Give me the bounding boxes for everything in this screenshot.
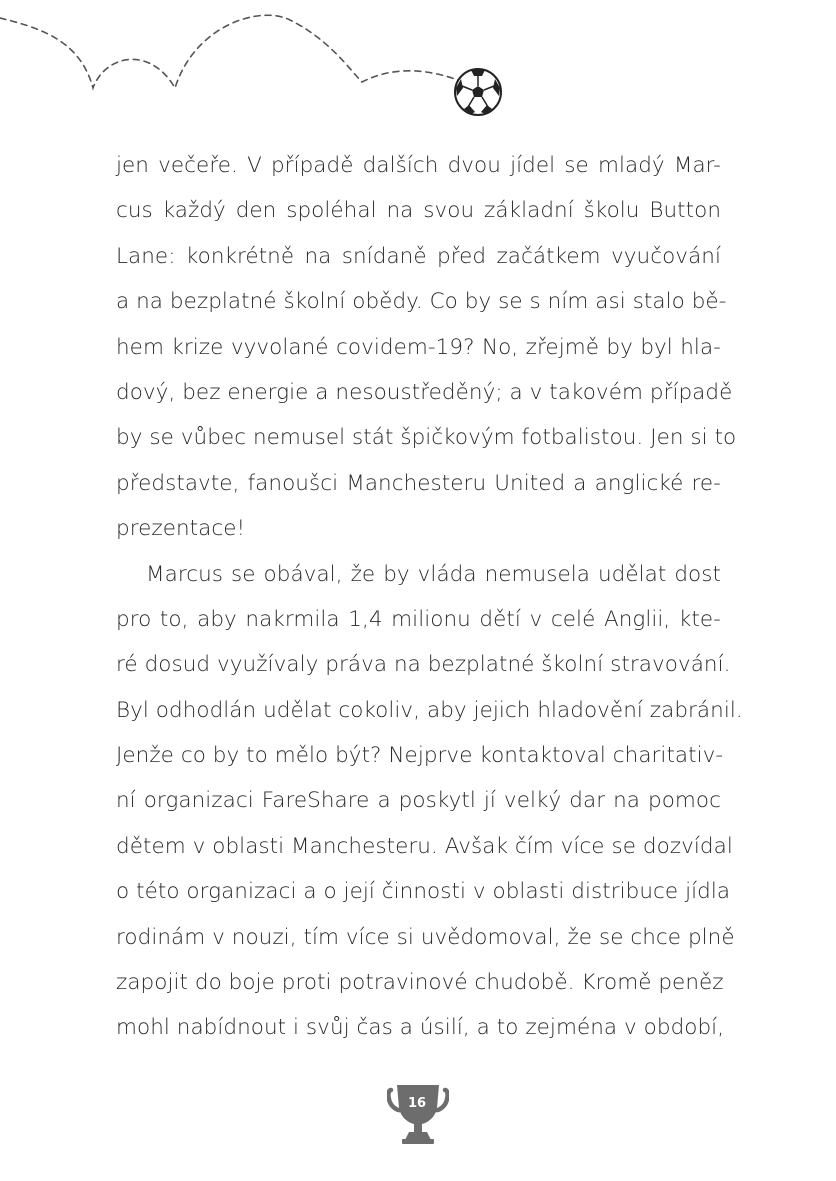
dashed-ball-trajectory [0, 15, 458, 88]
text-line: dový, bez energie a nesoustředěný; a v takovém případě [116, 379, 733, 405]
text-line: zapojit do boje proti potravinové chudobě. Kromě peněz [116, 970, 724, 996]
text-line: ré dosud využívaly práva na bezplatné školní stravování. [116, 652, 731, 678]
trophy-icon [387, 1082, 449, 1146]
text-line: Lane: konkrétně na snídaně před začátkem vyučování [116, 243, 721, 269]
text-line: by se vůbec nemusel stát špičkovým fotbalistou. Jen si to [116, 425, 737, 451]
text-line: představte, fanoušci Manchesteru United a anglické re- [116, 470, 721, 496]
text-line: o této organizaci a o její činnosti v oblasti distribuce jídla [116, 879, 731, 905]
text-line: a na bezplatné školní obědy. Co by se s ním asi stalo bě- [116, 289, 727, 315]
header-decoration [0, 0, 836, 140]
text-line: Byl odhodlán udělat cokoliv, aby jejich hladovění zabránil. [116, 697, 743, 723]
text-line: prezentace! [116, 516, 246, 542]
text-line: hem krize vyvolané covidem-19? No, zřejmě by byl hla- [116, 334, 721, 360]
text-line: rodinám v nouzi, tím více si uvědomoval, že se chce plně [116, 924, 735, 950]
body-text [116, 143, 743, 1051]
text-line: Jenže co by to mělo být? Nejprve kontaktoval charitativ- [116, 743, 724, 769]
text-line: jen večeře. V případě dalších dvou jídel se mladý Mar- [116, 153, 721, 178]
page-number: 16 [407, 1096, 427, 1111]
text-line: cus každý den spoléhal na svou základní školu Button [116, 198, 721, 224]
soccer-ball-icon [455, 69, 501, 115]
text-line: mohl nabídnout i svůj čas a úsilí, a to zejména v období, [116, 1015, 725, 1041]
text-line: pro to, aby nakrmila 1,4 milionu dětí v celé Anglii, kte- [116, 606, 721, 632]
text-line: ní organizaci FareShare a poskytl jí velký dar na pomoc [116, 788, 721, 814]
text-line: dětem v oblasti Manchesteru. Avšak čím více se dozvídal [116, 833, 733, 859]
text-line: Marcus se obával, že by vláda nemusela udělat dost [146, 561, 721, 587]
